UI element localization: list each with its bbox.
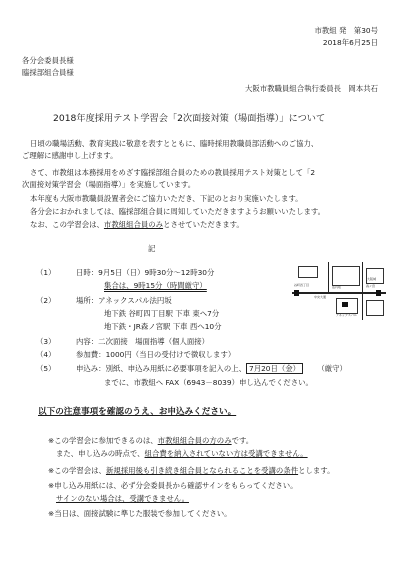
notice-heading: 以下の注意事項を確認のうえ、お申込みください。 xyxy=(38,407,237,417)
map-side-road xyxy=(328,262,329,292)
notice-2-underlined: 組合費を納入されていない方は受講できません。 xyxy=(144,449,308,458)
item-2-sub-1: 地下鉄 谷町四丁目駅 下車 東へ7分 xyxy=(104,309,220,318)
notice-3-underlined: 新規採用後も引き続き組合員となられることを受講の条件 xyxy=(105,466,299,475)
item-2-label: 場所：アネックスパル法円坂 xyxy=(76,296,172,305)
notice-line-1 xyxy=(48,436,253,445)
map-label-3: 法円坂 xyxy=(332,285,342,289)
notice-line-3 xyxy=(48,466,334,475)
item-1-sub: 集合は、9時15分（時間厳守） xyxy=(104,281,207,290)
notice-1-suffix: です。 xyxy=(231,436,254,445)
item-1-label: 日時：9月5日（日）9時30分～12時30分 xyxy=(76,268,215,277)
item-1-number: （1） xyxy=(36,268,56,277)
item-5-number: （5） xyxy=(36,364,56,373)
map-block-1 xyxy=(298,266,318,278)
item-5-sub: までに、市教組へ FAX（6943－8039）申し込んでください。 xyxy=(104,378,313,387)
location-map xyxy=(292,262,386,320)
document-number: 市教組 発 第30号 xyxy=(314,26,378,35)
notice-1-underlined: 市教組組合員の方のみ xyxy=(157,436,232,445)
map-station-marker-east xyxy=(376,290,381,296)
p5-suffix: とさせていただきます。 xyxy=(163,220,244,229)
map-block-2 xyxy=(332,266,360,286)
notice-2-prefix: また、申し込みの時点で、 xyxy=(56,449,145,458)
item-2-sub-2: 地下鉄・JR森ノ宮駅 下車 西へ10分 xyxy=(104,322,222,331)
notice-line-5: サインのない場合は、受講できません。 xyxy=(56,494,189,503)
ki-marker: 記 xyxy=(148,244,156,253)
map-main-road xyxy=(292,292,386,294)
body-paragraph-5 xyxy=(30,220,244,229)
notice-line-6: ※当日は、面接試験に準じた服装で参加してください。 xyxy=(48,509,232,518)
notice-3-suffix: とします。 xyxy=(298,466,335,475)
notice-3-prefix: ※この学習会は、 xyxy=(48,466,106,475)
map-block-3 xyxy=(366,268,384,284)
map-label-4: アネックスパル xyxy=(336,313,357,317)
item-5-label xyxy=(76,364,347,373)
recipient-line-2: 臨採部組合員様 xyxy=(22,68,74,77)
body-paragraph-1-line-1: 日頃の職場活動、教育実践に敬意を表すとともに、臨時採用教職員部活動へのご協力、 xyxy=(30,139,319,148)
item-3-label: 内容：二次面接 場面指導（個人面接） xyxy=(76,337,210,346)
item-4-number: （4） xyxy=(36,350,56,359)
item-5-deadline-box: 7月20日（金） xyxy=(246,363,303,374)
p5-prefix: なお、この学習会は、 xyxy=(30,220,104,229)
item-3-number: （3） xyxy=(36,337,56,346)
map-vertical-road xyxy=(362,262,363,320)
body-paragraph-2-line-1: さて、市教組は本務採用をめざす臨採部組合員のための教員採用テスト対策として「2 xyxy=(30,168,316,177)
recipient-line-1: 各分会委員長様 xyxy=(22,56,74,65)
sender: 大阪市教職員組合執行委員長 岡本共石 xyxy=(244,84,378,93)
document-date: 2018年6月25日 xyxy=(322,38,378,47)
item-2-number: （2） xyxy=(36,296,56,305)
map-label-5: 大阪城 xyxy=(367,277,377,281)
document-title: 2018年度採用テスト学習会「2次面接対策（場面指導）」について xyxy=(53,113,326,124)
map-label-2: 中央大通 xyxy=(314,295,327,299)
notice-line-4: ※申し込み用紙には、必ず分会委員長から確認サインをもらってください。 xyxy=(48,481,298,490)
map-label-1: 森ノ宮 xyxy=(366,284,376,288)
notice-1-prefix: ※この学習会に参加できるのは、 xyxy=(48,436,158,445)
body-paragraph-2-line-2: 次面接対策学習会（場面指導）」を実施しています。 xyxy=(22,180,196,189)
body-paragraph-1-line-2: ご理解に感謝申し上げます。 xyxy=(22,151,118,160)
p5-underlined: 市教組組合員のみ xyxy=(103,220,164,229)
item-5-label-a: 申込み：別紙、申込み用紙に必要事項を記入の上、 xyxy=(76,364,246,373)
map-block-4 xyxy=(366,300,384,316)
body-paragraph-3: 本年度も大阪市教職員設置者会にご協力いただき、下記のとおり実施いたします。 xyxy=(30,194,303,203)
item-5-label-b: （厳守） xyxy=(321,364,347,373)
body-paragraph-4: 各分会におかれましては、臨採部組合員に周知していただきますようお願いいたします。 xyxy=(30,207,326,216)
map-venue-marker xyxy=(342,302,348,307)
item-4-label: 参加費：1000円（当日の受付けで徴収します） xyxy=(76,350,236,359)
map-label-0: 谷町四丁目 xyxy=(294,283,310,287)
map-station-marker-west xyxy=(294,290,299,296)
notice-line-2 xyxy=(56,449,308,458)
